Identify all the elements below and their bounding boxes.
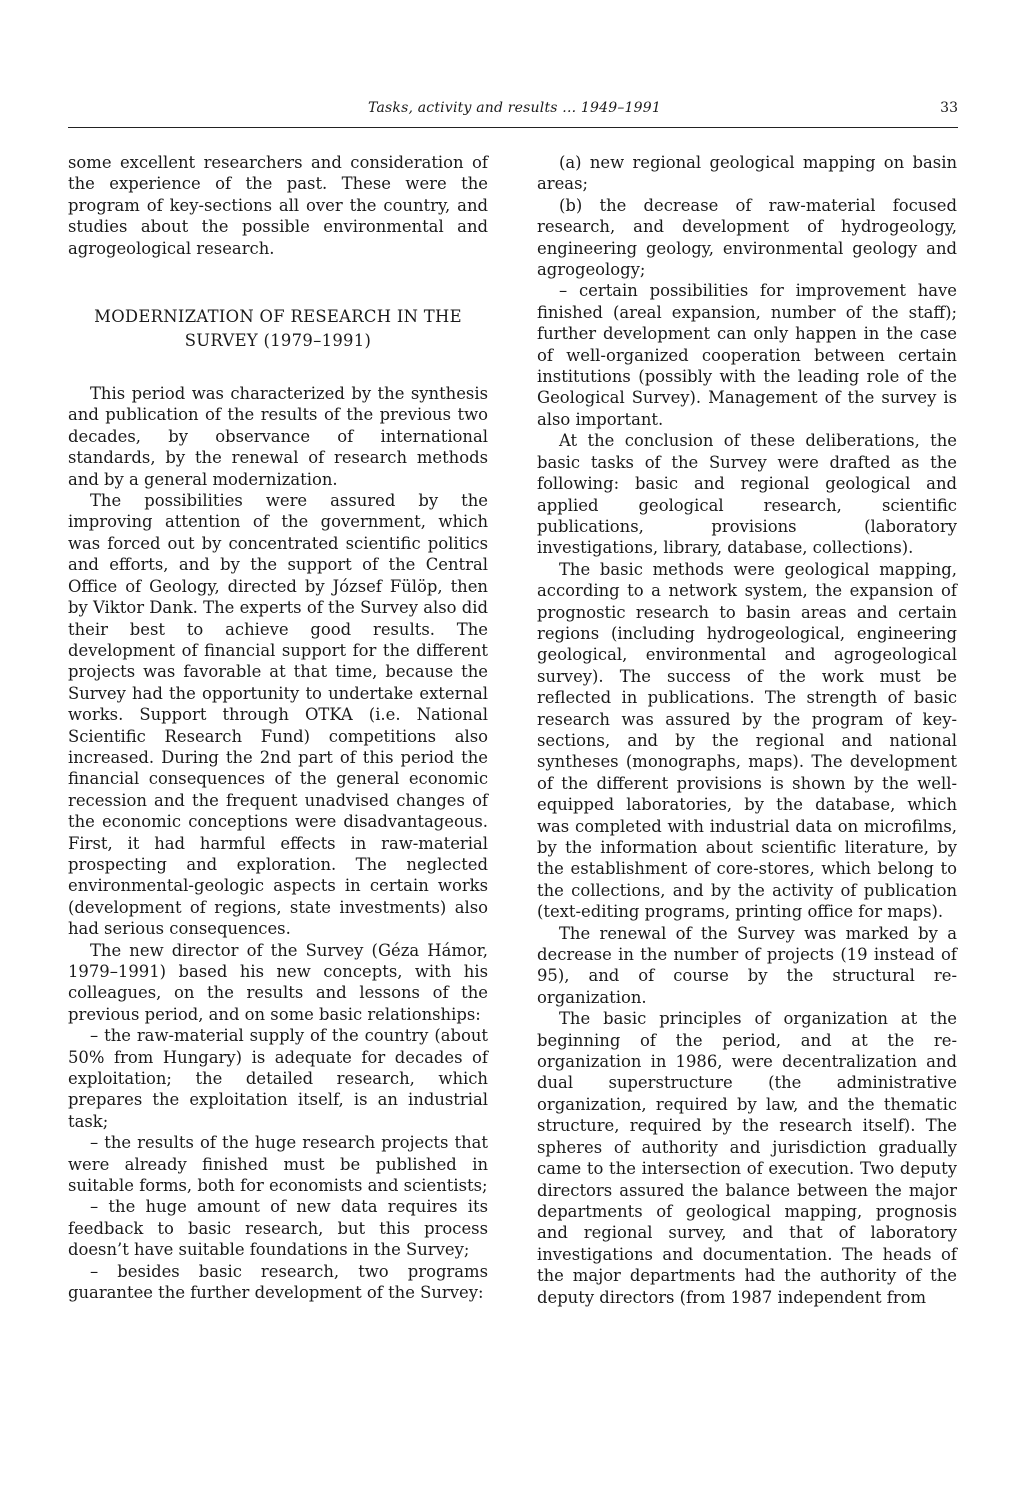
paragraph: The basic methods were geological mapping, according to a network system, the expansion of prognostic research to basin areas and certain regions (including hydrogeological, engineering geological, environmental and agrogeological survey). The success of the work must be reflected in publications. The strength of basic research was assured by the program of key-sections, and by the regional and national syntheses (monographs, maps). The development of the different provisions is shown by the well-equipped laboratories, by the database, which was completed with industrial data on microfilms, by the information about scientific literature, by the establishment of core-stores, which belong to the collections, and by the activity of publication (text-editing programs, printing office for maps). <box>537 559 957 922</box>
section-heading-line-1: MODERNIZATION OF RESEARCH IN THE <box>94 307 462 327</box>
section-heading-line-2: SURVEY (1979–1991) <box>184 331 372 351</box>
intro-paragraph: some excellent researchers and consideration of the experience of the past. These were the program of key-sections all over the country, and studies about the possible environmental and agrogeological research. <box>68 153 488 258</box>
list-item: – the results of the huge research projects that were already finished must be published in suitable forms, both for economists and scientists; <box>68 1133 488 1196</box>
list-item: (b) the decrease of raw-material focused research, and development of hydrogeology, engineering geology, environmental geology and agrogeology; <box>537 195 957 280</box>
running-header <box>68 100 958 124</box>
list-item: – the huge amount of new data requires its feedback to basic research, but this process doesn’t have suitable foundations in the Survey; <box>68 1197 488 1260</box>
running-title: Tasks, activity and results ... 1949–1991 <box>368 100 661 116</box>
paragraph: The possibilities were assured by the improving attention of the government, which was forced out by concentrated scientific politics and efforts, and by the support of the Central Office of Geology, directed by József Fülöp, then by Viktor Dank. The experts of the Survey also did their best to achieve good results. The development of financial support for the different projects was favorable at that time, because the Survey had the opportunity to undertake external works. Support through OTKA (i.e. National Scientific Research Fund) competitions also increased. During the 2nd part of this period the financial consequences of the general economic recession and the frequent unadvised changes of the economic conceptions were disadvantageous. First, it had harmful effects in raw-material prospecting and exploration. The neglected environmental-geologic aspects in certain works (development of regions, state investments) also had serious consequences. <box>68 491 488 939</box>
list-item: – certain possibilities for improvement have finished (areal expansion, number of the staff); further development can only happen in the case of well-organized cooperation between certain institutions (possibly with the leading role of the Geological Survey). Management of the survey is also important. <box>537 281 957 429</box>
section-heading <box>68 305 488 353</box>
page-number: 33 <box>940 100 958 116</box>
list-item: (a) new regional geological mapping on basin areas; <box>537 153 957 194</box>
paragraph: The new director of the Survey (Géza Hámor, 1979–1991) based his new concepts, with his colleagues, on the results and lessons of the previous period, and on some basic relationships: <box>68 940 488 1024</box>
left-column <box>68 152 488 1304</box>
paragraph: At the conclusion of these deliberations, the basic tasks of the Survey were drafted as the following: basic and regional geological and applied geological research, scientific publications, provisions (laboratory investigations, library, database, collections). <box>537 431 957 558</box>
paragraph: This period was characterized by the synthesis and publication of the results of the previous two decades, by observance of international standards, by the renewal of research methods and by a general modernization. <box>68 384 488 489</box>
right-column <box>537 152 957 1308</box>
header-rule <box>68 127 958 128</box>
list-item: – besides basic research, two programs guarantee the further development of the Survey: <box>68 1261 488 1303</box>
list-item: – the raw-material supply of the country (about 50% from Hungary) is adequate for decades of exploitation; the detailed research, which prepares the exploitation itself, is an industrial task; <box>68 1026 488 1131</box>
paragraph: The basic principles of organization at the beginning of the period, and at the re-organization in 1986, were decentralization and dual superstructure (the administrative organization, required by law, and the thematic structure, required by the research itself). The spheres of authority and jurisdiction gradually came to the intersection of execution. Two deputy directors assured the balance between the major departments of geological mapping, prognosis and regional survey, and that of laboratory investigations and documentation. The heads of the major departments had the authority of the deputy directors (from 1987 independent from <box>537 1009 957 1307</box>
paragraph: The renewal of the Survey was marked by a decrease in the number of projects (19 instead of 95), and of course by the structural re-organization. <box>537 923 957 1007</box>
